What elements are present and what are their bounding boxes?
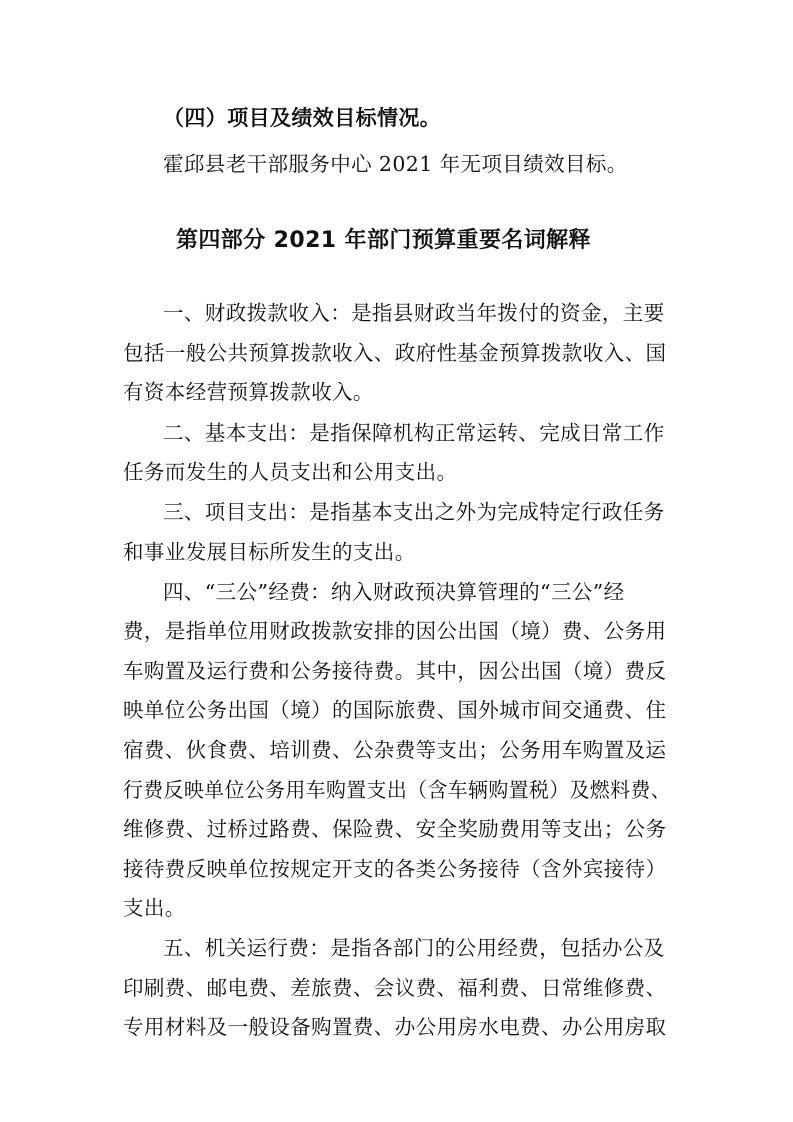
- term-line: 三、项目支出：是指基本支出之外为完成特定行政任务: [163, 500, 665, 524]
- term-line: 五、机关运行费：是指各部门的公用经费，包括办公及: [163, 936, 665, 960]
- term-line: 接待费反映单位按规定开支的各类公务接待（含外宾接待）: [123, 857, 667, 881]
- section-heading-project-performance: （四）项目及绩效目标情况。: [163, 106, 442, 130]
- term-line: 二、基本支出：是指保障机构正常运转、完成日常工作: [163, 421, 665, 445]
- term-line: 有资本经营预算拨款收入。: [123, 380, 374, 404]
- term-line: 行费反映单位公务用车购置支出（含车辆购置税）及燃料费、: [123, 778, 672, 802]
- term-line: 一、财政拨款收入：是指县财政当年拨付的资金，主要: [163, 301, 665, 325]
- term-line: 维修费、过桥过路费、保险费、安全奖励费用等支出；公务: [123, 817, 667, 841]
- term-line: 宿费、伙食费、培训费、公杂费等支出；公务用车购置及运: [123, 738, 667, 762]
- term-line: 专用材料及一般设备购置费、办公用房水电费、办公用房取: [123, 1015, 667, 1039]
- section-text-no-performance-targets: 霍邱县老干部服务中心 2021 年无项目绩效目标。: [163, 152, 628, 176]
- part-title: 第四部分 2021 年部门预算重要名词解释: [176, 228, 591, 253]
- term-line: 车购置及运行费和公务接待费。其中，因公出国（境）费反: [123, 659, 667, 683]
- term-line: 任务而发生的人员支出和公用支出。: [123, 460, 458, 484]
- term-line: 映单位公务出国（境）的国际旅费、国外城市间交通费、住: [123, 698, 667, 722]
- term-line: 包括一般公共预算拨款收入、政府性基金预算拨款收入、国: [123, 341, 667, 365]
- term-line: 支出。: [123, 896, 186, 920]
- term-line: 和事业发展目标所发生的支出。: [123, 540, 416, 564]
- term-line: 四、“三公”经费：纳入财政预决算管理的“三公”经: [163, 580, 625, 604]
- term-line: 印刷费、邮电费、差旅费、会议费、福利费、日常维修费、: [123, 976, 667, 1000]
- term-line: 费，是指单位用财政拨款安排的因公出国（境）费、公务用: [123, 619, 667, 643]
